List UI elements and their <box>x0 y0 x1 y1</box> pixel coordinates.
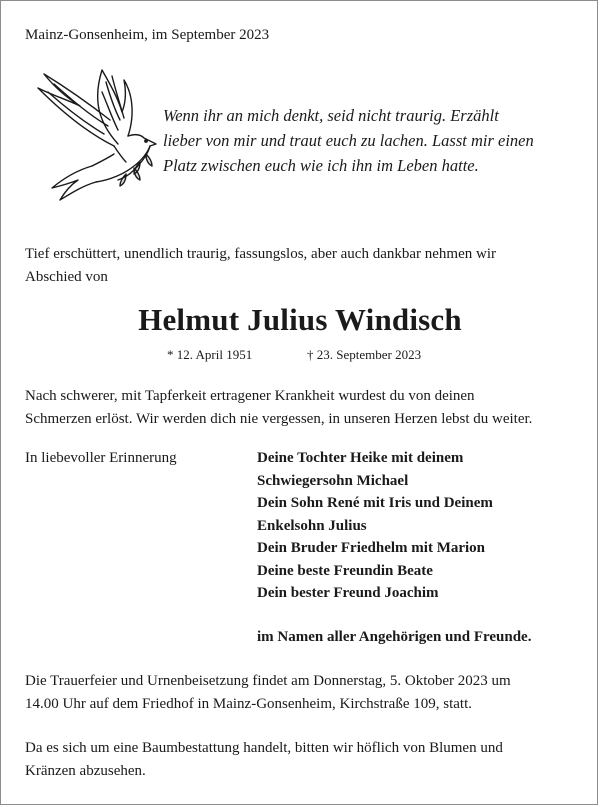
message-line: Schmerzen erlöst. Wir werden dich nie vergessen, in unseren Herzen lebst du weiter. <box>25 410 533 427</box>
intro-line: Tief erschüttert, unendlich traurig, fassungslos, aber auch dankbar nehmen wir <box>25 246 496 262</box>
mourner-line: Dein Bruder Friedhelm mit Marion <box>257 540 486 556</box>
message-line: Nach schwerer, mit Tapferkeit ertragener Krankheit wurdest du von deinen <box>25 388 475 404</box>
mourner-line: Dein bester Freund Joachim <box>257 585 439 601</box>
memorial-verse <box>163 103 534 178</box>
mourner-line: Dein Sohn René mit Iris und Deinem <box>257 495 493 511</box>
farewell-message <box>25 385 532 430</box>
flowers-note <box>25 737 503 782</box>
intro-line: Abschied von <box>25 268 108 285</box>
mourners-closing: im Namen aller Angehörigen und Freunde. <box>257 629 532 645</box>
verse-line: Platz zwischen euch wie ich ihn im Leben hatte. <box>163 156 479 175</box>
mourner-line: Enkelsohn Julius <box>257 517 367 534</box>
birth-date: * 12. April 1951 <box>167 347 253 362</box>
deceased-name: Helmut Julius Windisch <box>138 302 462 337</box>
verse-line: Wenn ihr an mich denkt, seid nicht traurig. Erzählt <box>163 106 499 125</box>
flowers-line: Da es sich um eine Baumbestattung handelt, bitten wir höflich von Blumen und <box>25 740 503 756</box>
place-date: Mainz-Gonsenheim, im September 2023 <box>25 27 270 43</box>
verse-line: lieber von mir und traut euch zu lachen. Lasst mir einen <box>163 131 534 150</box>
mourner-line: Deine Tochter Heike mit deinem <box>257 450 464 466</box>
funeral-line: Die Trauerfeier und Urnenbeisetzung findet am Donnerstag, 5. Oktober 2023 um <box>25 673 511 689</box>
dove-icon <box>30 62 165 202</box>
mourner-line: Deine beste Freundin Beate <box>257 562 433 579</box>
intro-text <box>25 243 496 288</box>
funeral-info <box>25 670 511 715</box>
mourners-list <box>257 447 493 605</box>
mourner-line: Schwiegersohn Michael <box>257 472 409 489</box>
memory-label: In liebevoller Erinnerung <box>25 450 177 466</box>
funeral-line: 14.00 Uhr auf dem Friedhof in Mainz-Gonsenheim, Kirchstraße 109, statt. <box>25 695 472 712</box>
flowers-line: Kränzen abzusehen. <box>25 762 146 779</box>
death-date: † 23. September 2023 <box>307 347 422 362</box>
